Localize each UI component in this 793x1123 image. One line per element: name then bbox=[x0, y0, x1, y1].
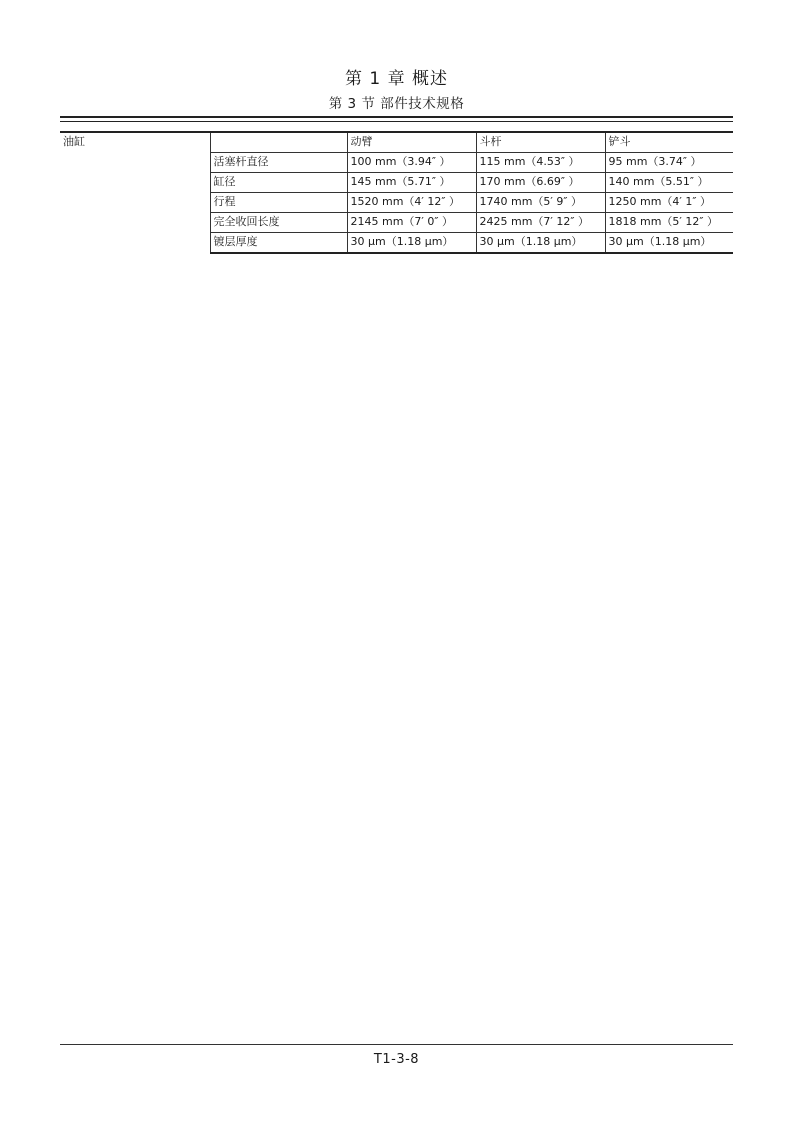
spec-table bbox=[60, 131, 733, 254]
table-cell: 1740 mm（5′ 9″ ） bbox=[476, 193, 605, 213]
table-header-row bbox=[60, 132, 733, 153]
table-cell: 2425 mm（7′ 12″ ） bbox=[476, 213, 605, 233]
param-header-blank bbox=[210, 132, 347, 153]
table-cell: 95 mm（3.74″ ） bbox=[605, 153, 733, 173]
table-cell: 1250 mm（4′ 1″ ） bbox=[605, 193, 733, 213]
table-cell: 170 mm（6.69″ ） bbox=[476, 173, 605, 193]
row-label: 活塞杆直径 bbox=[210, 153, 347, 173]
column-header: 斗杆 bbox=[476, 132, 605, 153]
table-cell: 1818 mm（5′ 12″ ） bbox=[605, 213, 733, 233]
page-number: T1-3-8 bbox=[373, 1052, 420, 1067]
chapter-title: 第 1 章 概述 bbox=[344, 69, 449, 89]
row-label: 镀层厚度 bbox=[210, 233, 347, 254]
table-cell: 145 mm（5.71″ ） bbox=[347, 173, 476, 193]
header-rule-thick bbox=[60, 116, 733, 118]
footer-rule bbox=[60, 1044, 733, 1045]
row-label: 完全收回长度 bbox=[210, 213, 347, 233]
column-header: 动臂 bbox=[347, 132, 476, 153]
table-cell: 1520 mm（4′ 12″ ） bbox=[347, 193, 476, 213]
column-header: 铲斗 bbox=[605, 132, 733, 153]
table-cell: 2145 mm（7′ 0″ ） bbox=[347, 213, 476, 233]
table-cell: 30 μm（1.18 μm） bbox=[605, 233, 733, 254]
table-cell: 115 mm（4.53″ ） bbox=[476, 153, 605, 173]
row-label: 行程 bbox=[210, 193, 347, 213]
table-cell: 30 μm（1.18 μm） bbox=[476, 233, 605, 254]
table-cell: 30 μm（1.18 μm） bbox=[347, 233, 476, 254]
table-cell: 100 mm（3.94″ ） bbox=[347, 153, 476, 173]
row-label: 缸径 bbox=[210, 173, 347, 193]
group-label: 油缸 bbox=[60, 132, 210, 253]
header-rule-thin bbox=[60, 121, 733, 122]
table-cell: 140 mm（5.51″ ） bbox=[605, 173, 733, 193]
section-title: 第 3 节 部件技术规格 bbox=[328, 96, 465, 112]
